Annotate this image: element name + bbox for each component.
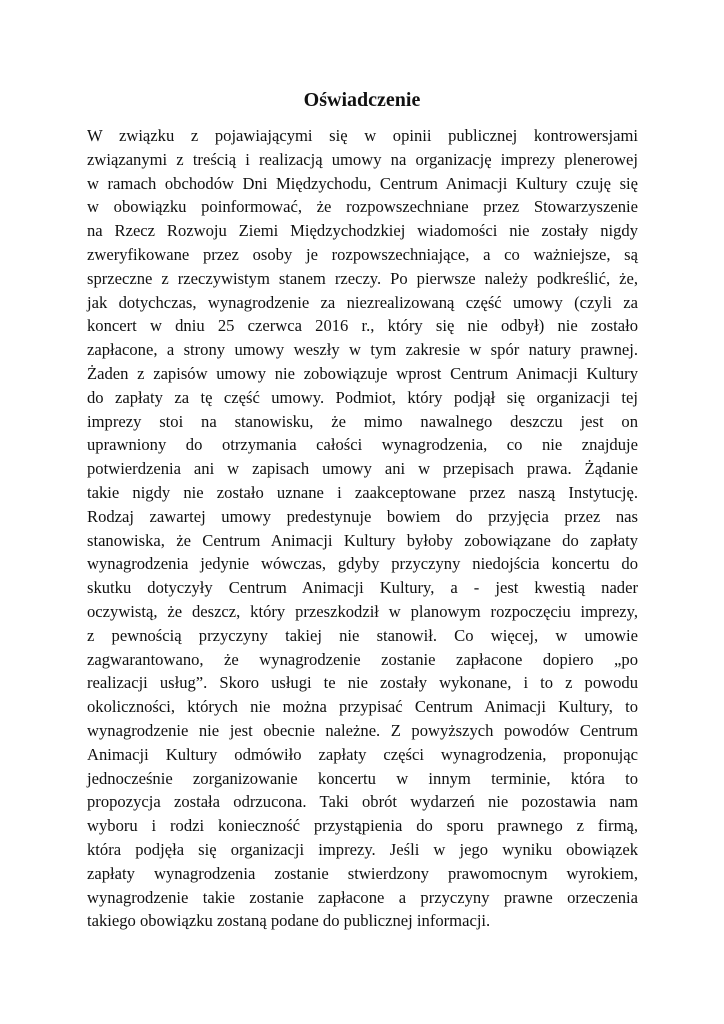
body-line: w ramach obchodów Dni Międzychodu, Centrum Animacji Kultury czuję się (87, 173, 638, 193)
body-line: Żaden z zapisów umowy nie zobowiązuje wprost Centrum Animacji Kultury (87, 363, 638, 383)
body-line: wyboru i rodzi konieczność przystąpienia do sporu prawnego z firmą, (87, 816, 638, 836)
body-line: zapłaty wynagrodzenia zostanie stwierdzony prawomocnym wyrokiem, (87, 863, 638, 883)
body-line: z pewnością przyczyny takiej nie stanowił. Co więcej, w umowie (87, 625, 638, 645)
body-line: W związku z pojawiającymi się w opinii publicznej kontrowersjami (87, 126, 638, 145)
body-line: zapłacone, a strony umowy weszły w tym zakresie w spór natury prawnej. (87, 340, 638, 360)
body-line: stanowiska, że Centrum Animacji Kultury byłoby zobowiązane do zapłaty (87, 530, 638, 550)
body-line: zagwarantowano, że wynagrodzenie zostanie zapłacone dopiero „po (87, 649, 638, 669)
body-line: okoliczności, których nie można przypisać Centrum Animacji Kultury, to (87, 697, 638, 717)
body-line: jak dotychczas, wynagrodzenie za niezrealizowaną część umowy (czyli za (87, 292, 638, 312)
body-line: Animacji Kultury odmówiło zapłaty części wynagrodzenia, proponując (87, 744, 638, 764)
body-line: realizacji usług”. Skoro usługi te nie zostały wykonane, i to z powodu (87, 673, 638, 693)
body-line: Rodzaj zawartej umowy predestynuje bowiem do przyjęcia przez nas (87, 506, 638, 526)
body-line: w obowiązku poinformować, że rozpowszechniane przez Stowarzyszenie (87, 197, 638, 217)
body-line: imprezy stoi na stanowisku, że mimo nawalnego deszczu jest on (87, 411, 638, 431)
body-line: potwierdzenia ani w zapisach umowy ani w przepisach prawa. Żądanie (87, 459, 638, 479)
body-line: jednocześnie zorganizowanie koncertu w innym terminie, która to (87, 768, 638, 788)
body-line: takiego obowiązku zostaną podane do publicznej informacji. (87, 911, 491, 931)
body-line: na Rzecz Rozwoju Ziemi Międzychodzkiej wiadomości nie zostały nigdy (87, 221, 638, 241)
body-line: takie nigdy nie zostało uznane i zaakceptowane przez naszą Instytucję. (87, 482, 638, 502)
body-line: wynagrodzenia jedynie wówczas, gdyby przyczyny niedojścia koncertu do (87, 554, 638, 574)
document-title: Oświadczenie (303, 89, 421, 111)
body-line: wynagrodzenie takie zostanie zapłacone a przyczyny prawne orzeczenia (87, 887, 638, 907)
body-line: oczywistą, że deszcz, który przeszkodził w planowym rozpoczęciu imprezy, (87, 601, 638, 621)
body-line: wynagrodzenie nie jest obecnie należne. Z powyższych powodów Centrum (87, 720, 638, 740)
body-line: związanymi z treścią i realizacją umowy na organizację imprezy plenerowej (87, 149, 638, 169)
body-line: koncert w dniu 25 czerwca 2016 r., który się nie odbył) nie zostało (87, 316, 638, 336)
body-line: sprzeczne z rzeczywistym stanem rzeczy. Po pierwsze należy podkreślić, że, (87, 268, 638, 288)
body-line: propozycja została odrzucona. Taki obrót wydarzeń nie pozostawia nam (87, 792, 638, 812)
body-line: do zapłaty za tę część umowy. Podmiot, który podjął się organizacji tej (87, 387, 638, 407)
body-line: uprawniony do otrzymania całości wynagrodzenia, co nie znajduje (87, 435, 638, 455)
document-body (87, 124, 638, 933)
body-line: zweryfikowane przez osoby je rozpowszechniające, a co ważniejsze, są (87, 244, 638, 264)
body-line: która podjęła się organizacji imprezy. Jeśli w jego wyniku obowiązek (87, 839, 638, 859)
body-line: skutku dotyczyły Centrum Animacji Kultury, a - jest kwestią nader (87, 578, 638, 598)
